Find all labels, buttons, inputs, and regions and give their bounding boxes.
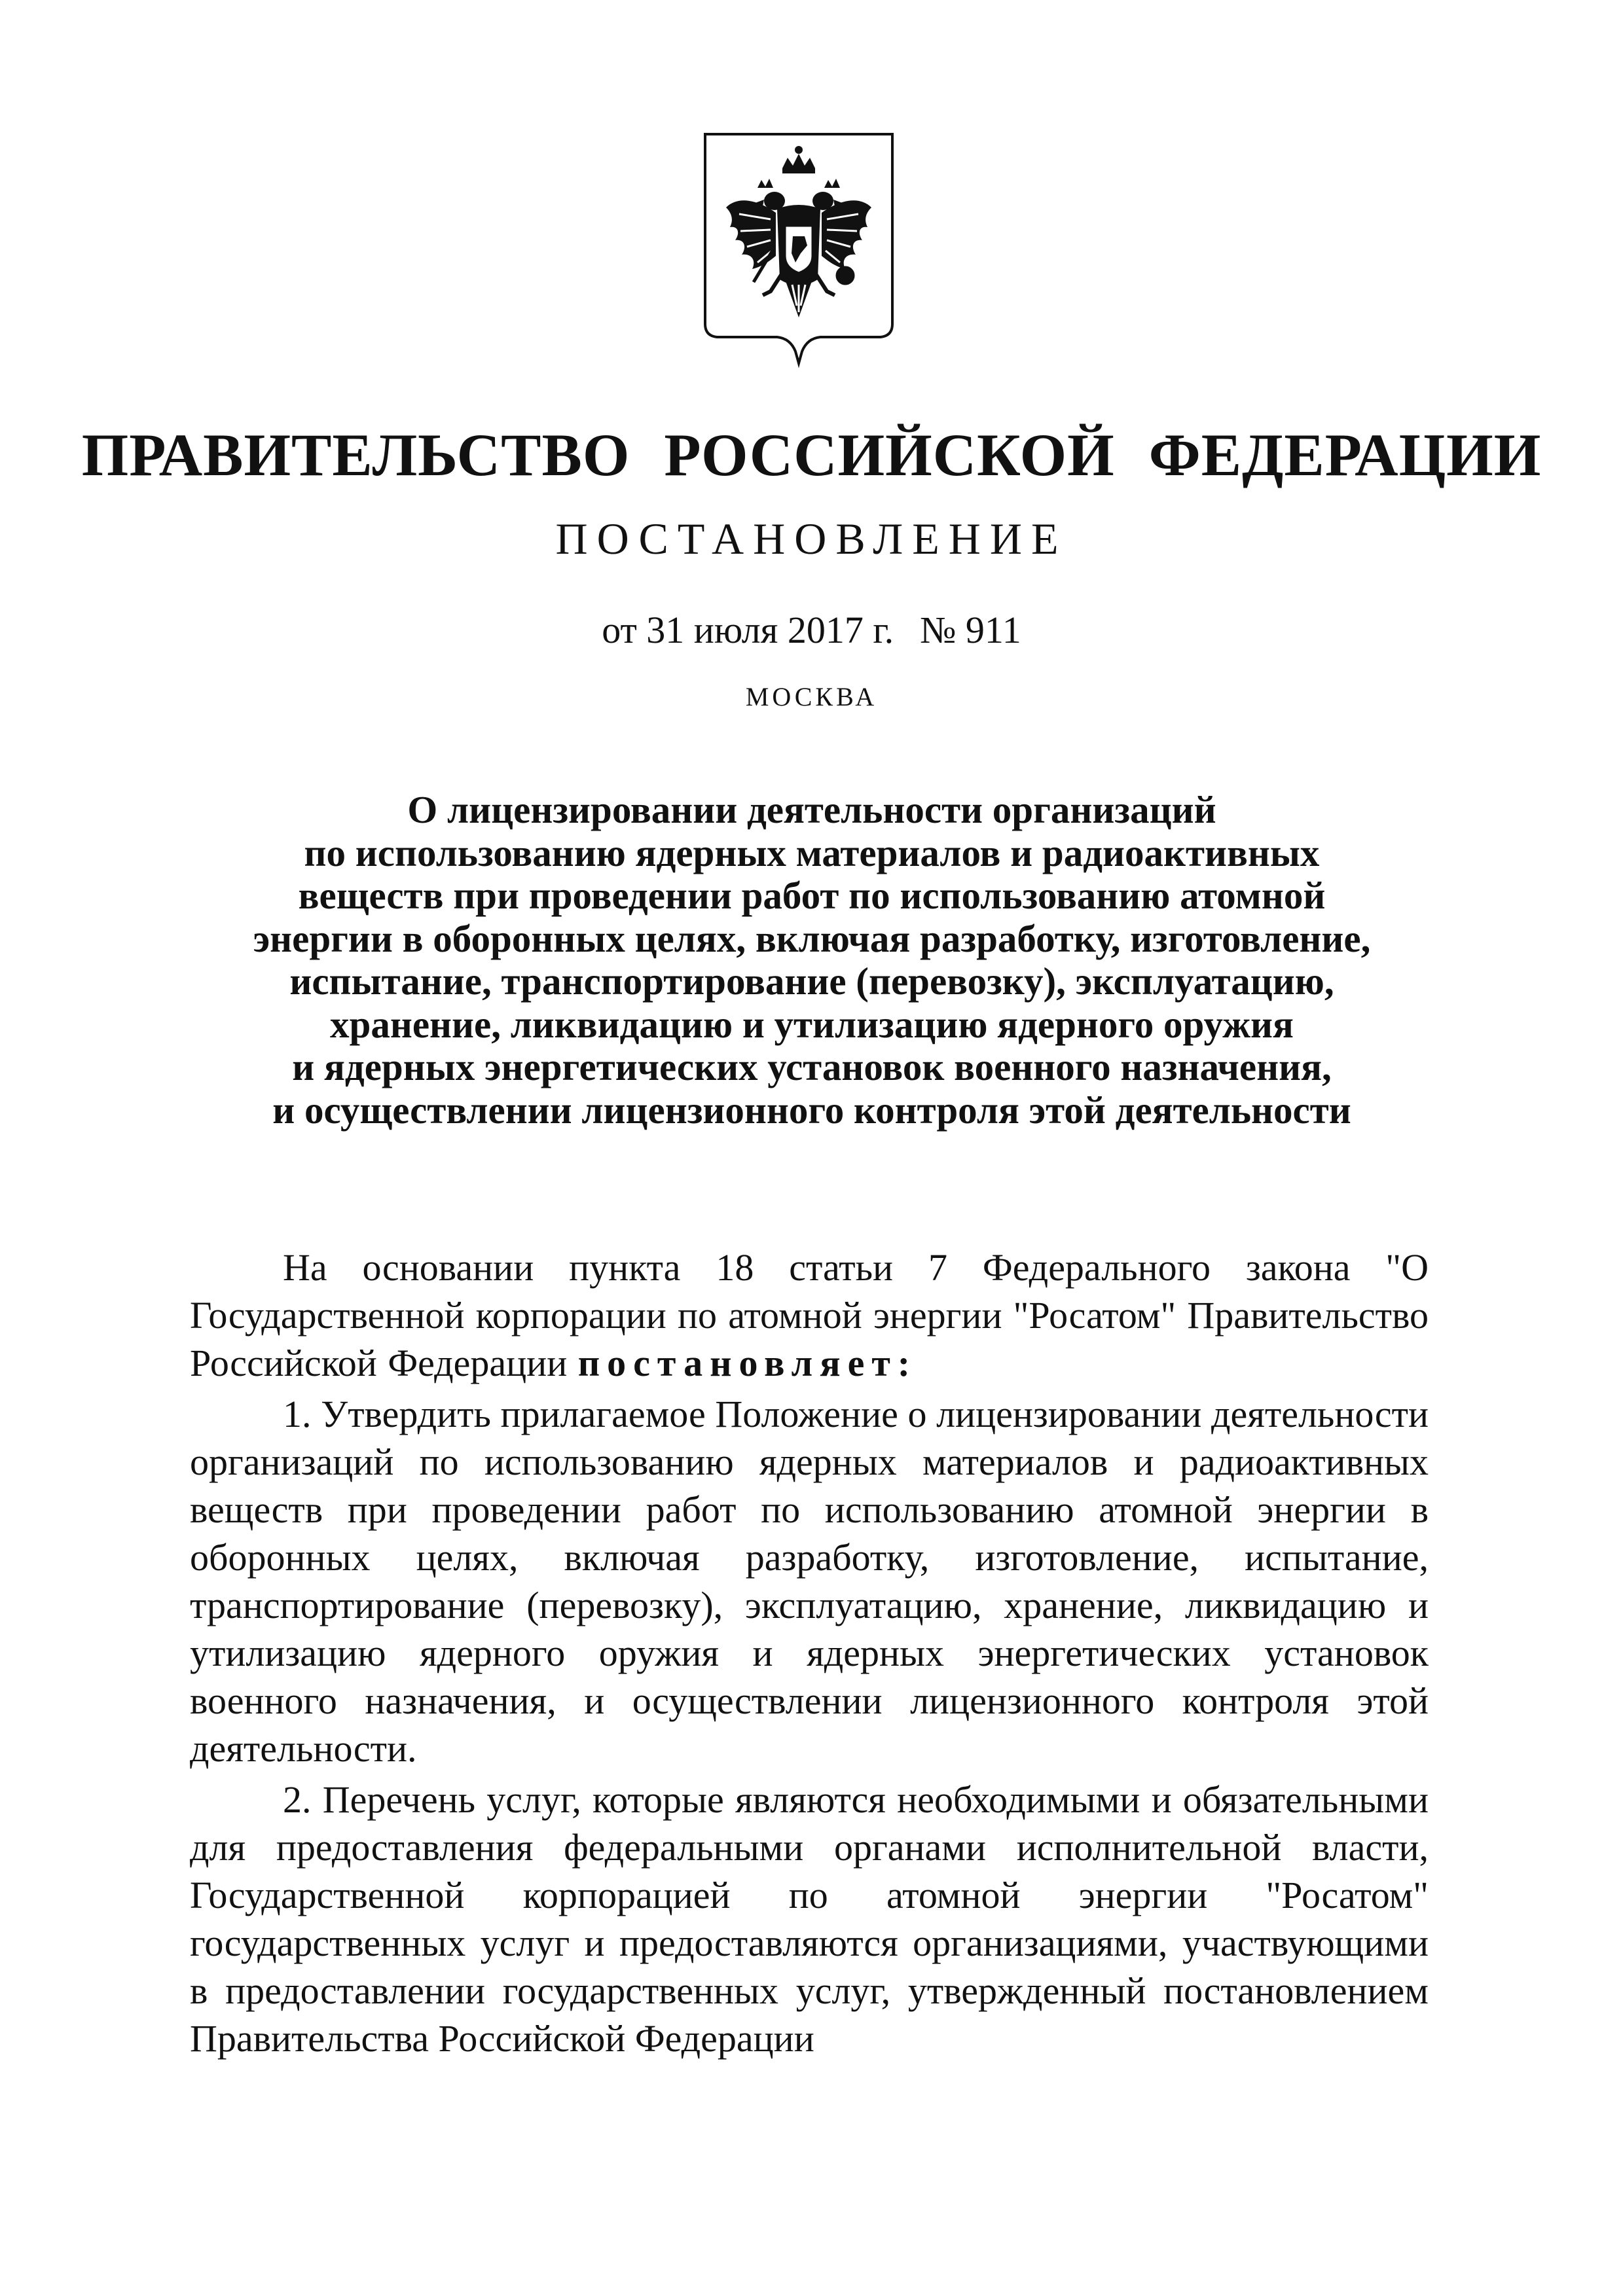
document-type: ПОСТАНОВЛЕНИЕ <box>555 514 1068 564</box>
coat-of-arms-icon <box>697 128 900 370</box>
subject-line: энергии в оборонных целях, включая разработку, изготовление, <box>253 916 1371 960</box>
subject-line: испытание, транспортирование (перевозку), эксплуатацию, <box>289 960 1334 1003</box>
subject-line: и ядерных энергетических установок военного назначения, <box>292 1045 1332 1088</box>
document-date: от 31 июля 2017 г. <box>602 609 894 651</box>
item-2-paragraph: 2. Перечень услуг, которые являются необходимыми и обязательными для предоставления федеральными органами исполнительной власти, Государственной корпорацией по атомной энергии "Росатом" государственных услуг и предоставляются организациями, участвующими в предоставлении государственных услуг, утвержденный постановлением Правительства Российской Федерации <box>190 1778 1429 2060</box>
decree-word: постановляет: <box>577 1342 918 1384</box>
subject-line: по использованию ядерных материалов и радиоактивных <box>304 831 1320 874</box>
subject-line: хранение, ликвидацию и утилизацию ядерного оружия <box>330 1002 1294 1046</box>
document-subject <box>196 789 1427 1132</box>
document-date-line <box>0 607 1623 653</box>
subject-line: и осуществлении лицензионного контроля этой деятельности <box>272 1088 1351 1132</box>
document-number: № 911 <box>920 609 1021 651</box>
subject-line: О лицензировании деятельности организаций <box>407 788 1216 831</box>
document-body <box>190 1244 1429 2062</box>
subject-line: веществ при проведении работ по использованию атомной <box>298 874 1326 917</box>
organization-title: ПРАВИТЕЛЬСТВО РОССИЙСКОЙ ФЕДЕРАЦИИ <box>81 422 1542 488</box>
item-1-paragraph: 1. Утвердить прилагаемое Положение о лицензировании деятельности организаций по использованию ядерных материалов и радиоактивных веществ при проведении работ по использованию атомной энергии в оборонных целях, включая разработку, изготовление, испытание, транспортирование (перевозку), эксплуатацию, хранение, ликвидацию и утилизацию ядерного оружия и ядерных энергетических установок военного назначения, и осуществлении лицензионного контроля этой деятельности. <box>190 1393 1429 1770</box>
preamble-paragraph <box>190 1244 1429 1387</box>
document-city: МОСКВА <box>745 682 878 711</box>
preamble-text: На основании пункта 18 статьи 7 Федерального закона "О Государственной корпорации по атомной энергии "Росатом" Правительство Российской Федерации <box>190 1246 1429 1384</box>
